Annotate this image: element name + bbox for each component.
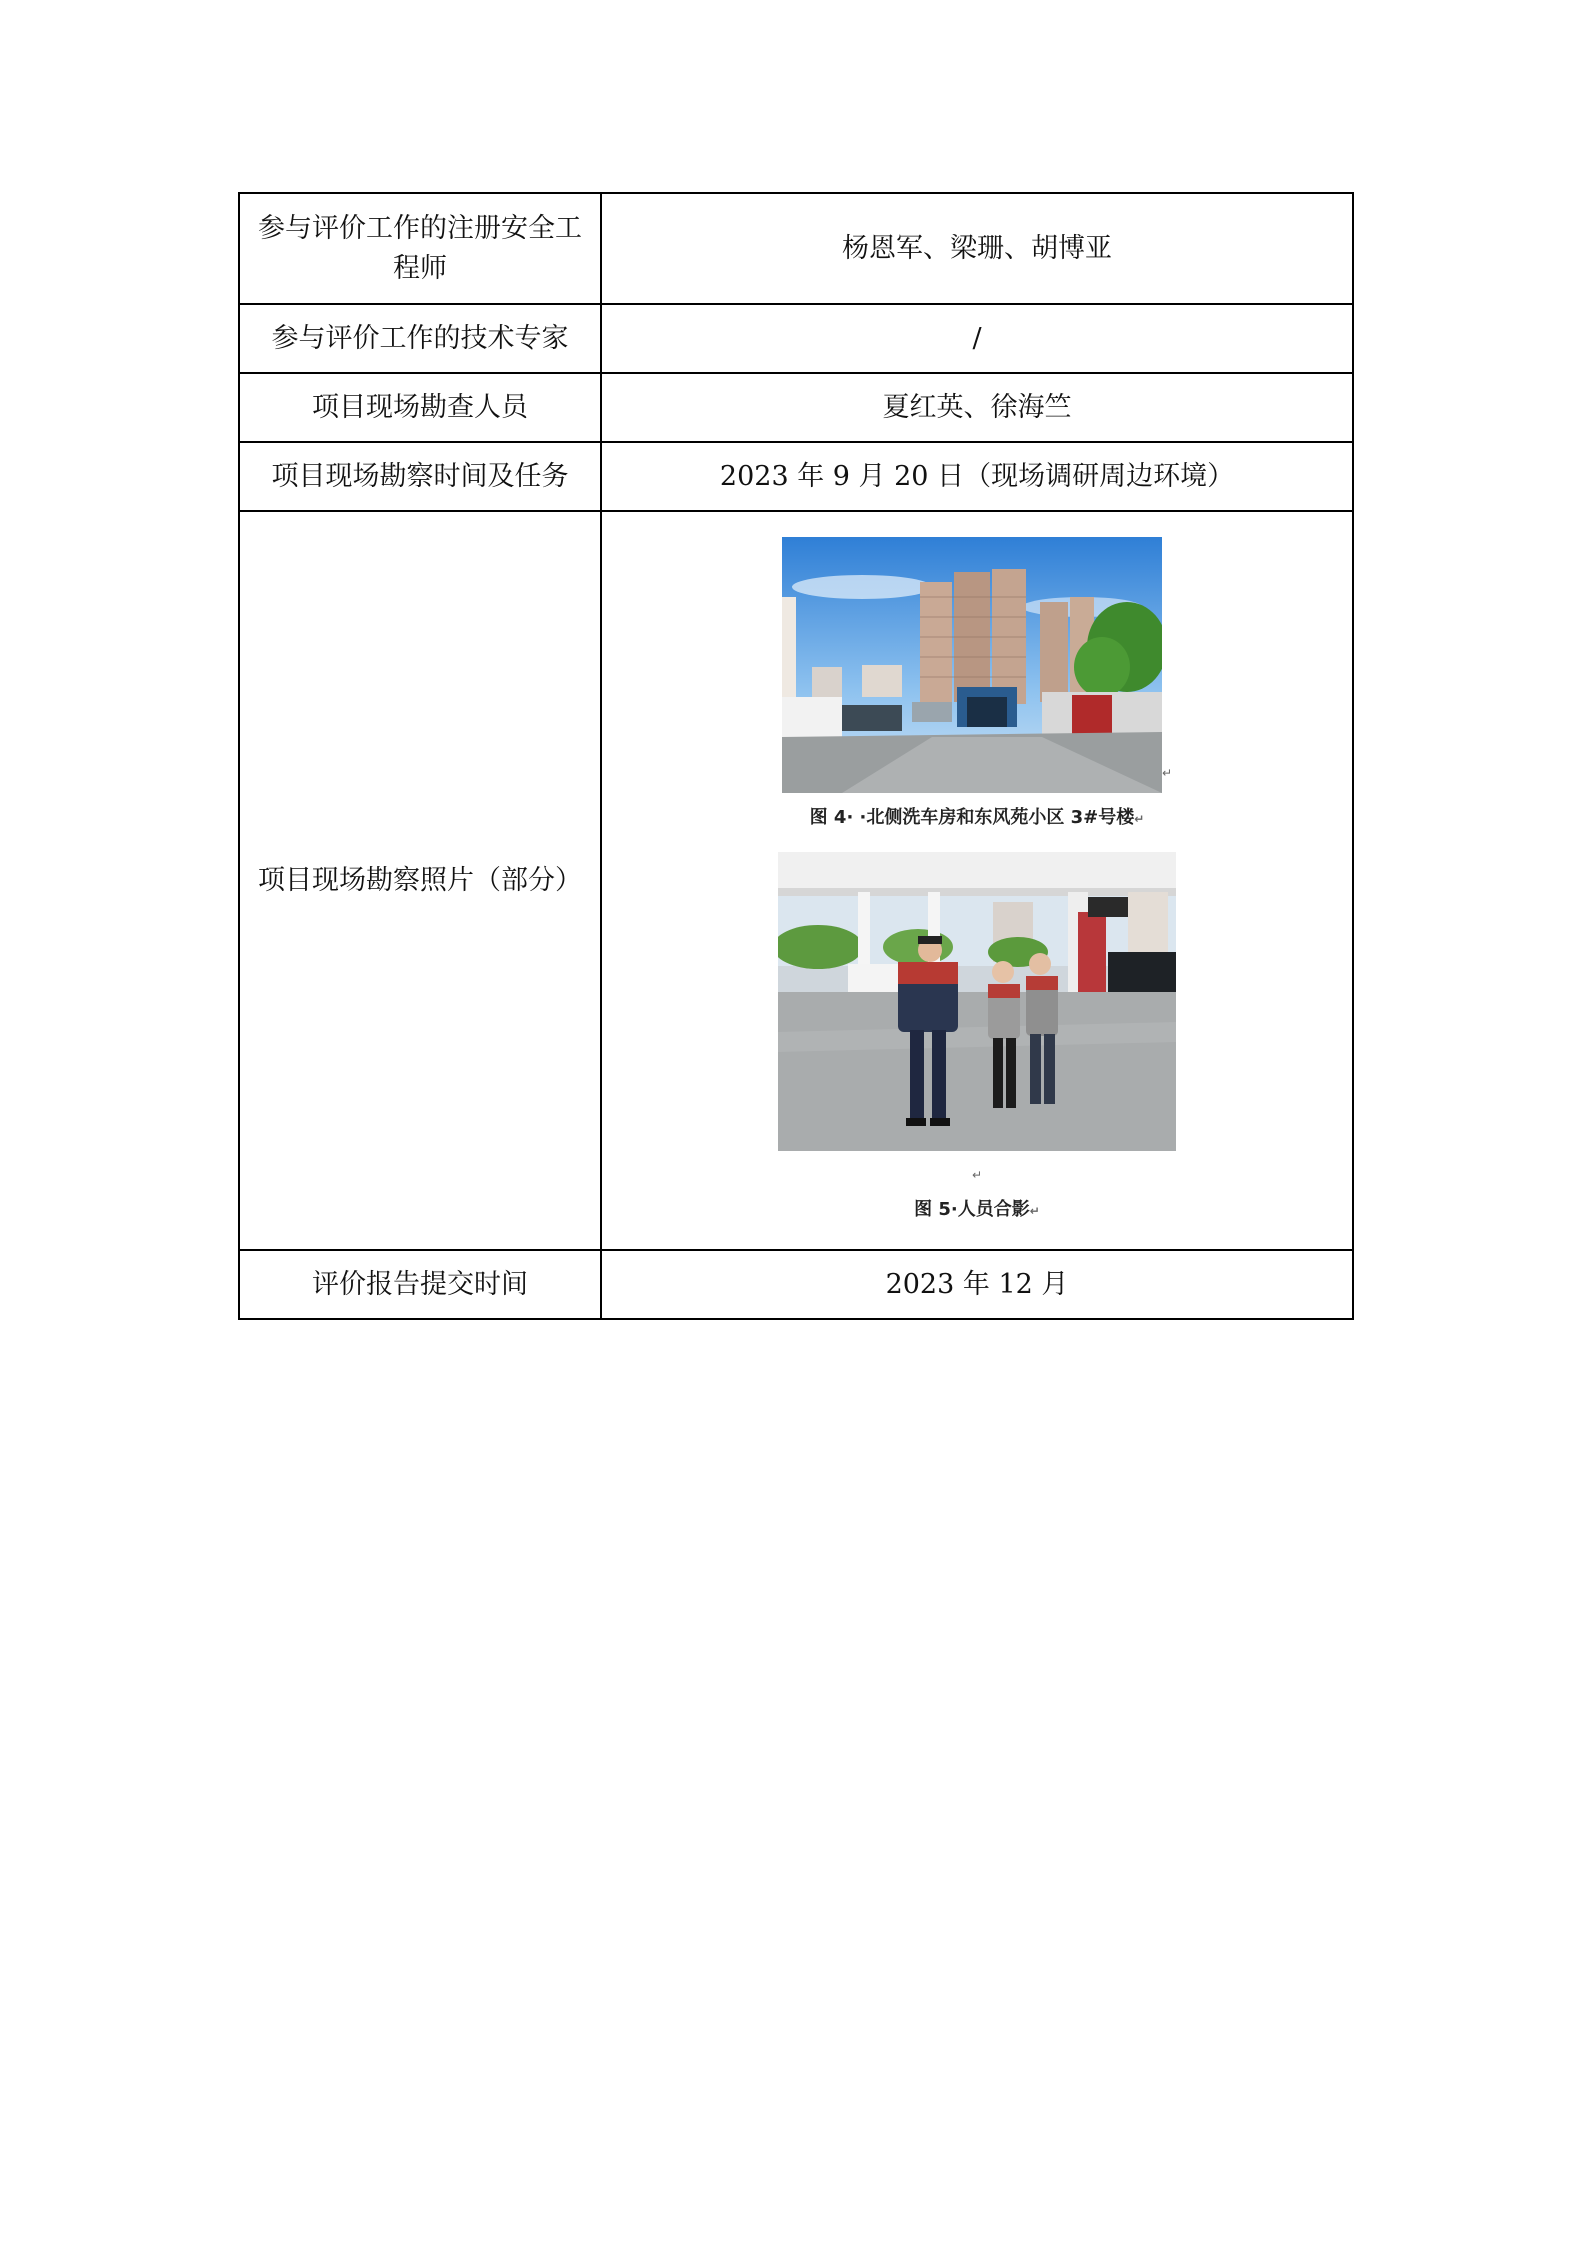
- row-value-safety-engineers: 杨恩军、梁珊、胡博亚: [601, 193, 1353, 304]
- table-row: [239, 1250, 1353, 1319]
- row-label-survey-personnel: 项目现场勘查人员: [239, 373, 601, 442]
- label-line-2: 程师: [393, 252, 447, 284]
- row-label-survey-photos: 项目现场勘察照片（部分）: [239, 511, 601, 1250]
- table-row: [239, 373, 1353, 442]
- row-label-technical-experts: 参与评价工作的技术专家: [239, 304, 601, 373]
- row-value-survey-time: 2023 年 9 月 20 日（现场调研周边环境）: [601, 442, 1353, 511]
- row-value-survey-personnel: 夏红英、徐海竺: [601, 373, 1353, 442]
- evaluation-info-table: [238, 192, 1354, 1320]
- caption-text: 图 5·人员合影: [914, 1199, 1030, 1220]
- table-row: [239, 442, 1353, 511]
- row-label-survey-time: 项目现场勘察时间及任务: [239, 442, 601, 511]
- photo-1-wrap: [782, 537, 1172, 793]
- label-line-1: 参与评价工作的注册安全工: [258, 212, 582, 244]
- paragraph-mark: ↵: [1161, 766, 1173, 780]
- table-row: [239, 304, 1353, 373]
- row-label-report-submission: 评价报告提交时间: [239, 1250, 601, 1319]
- table-row: [239, 193, 1353, 304]
- photo-2-caption: [914, 1197, 1040, 1224]
- row-value-report-submission: 2023 年 12 月: [601, 1250, 1353, 1319]
- caption-text: 图 4· ·北侧洗车房和东风苑小区 3#号楼: [809, 807, 1135, 828]
- row-label-safety-engineers: [239, 193, 601, 304]
- photo-group: [610, 537, 1344, 1224]
- paragraph-mark: ↵: [1134, 812, 1145, 826]
- table-row: [239, 511, 1353, 1250]
- paragraph-mark: ↵: [1029, 1204, 1040, 1218]
- row-value-technical-experts: /: [601, 304, 1353, 373]
- row-value-survey-photos: [601, 511, 1353, 1250]
- photo-buildings-car-wash: [782, 537, 1162, 793]
- photo-staff-group: [778, 852, 1176, 1151]
- paragraph-mark: ↵: [971, 1168, 983, 1182]
- photo-1-caption: [810, 805, 1145, 832]
